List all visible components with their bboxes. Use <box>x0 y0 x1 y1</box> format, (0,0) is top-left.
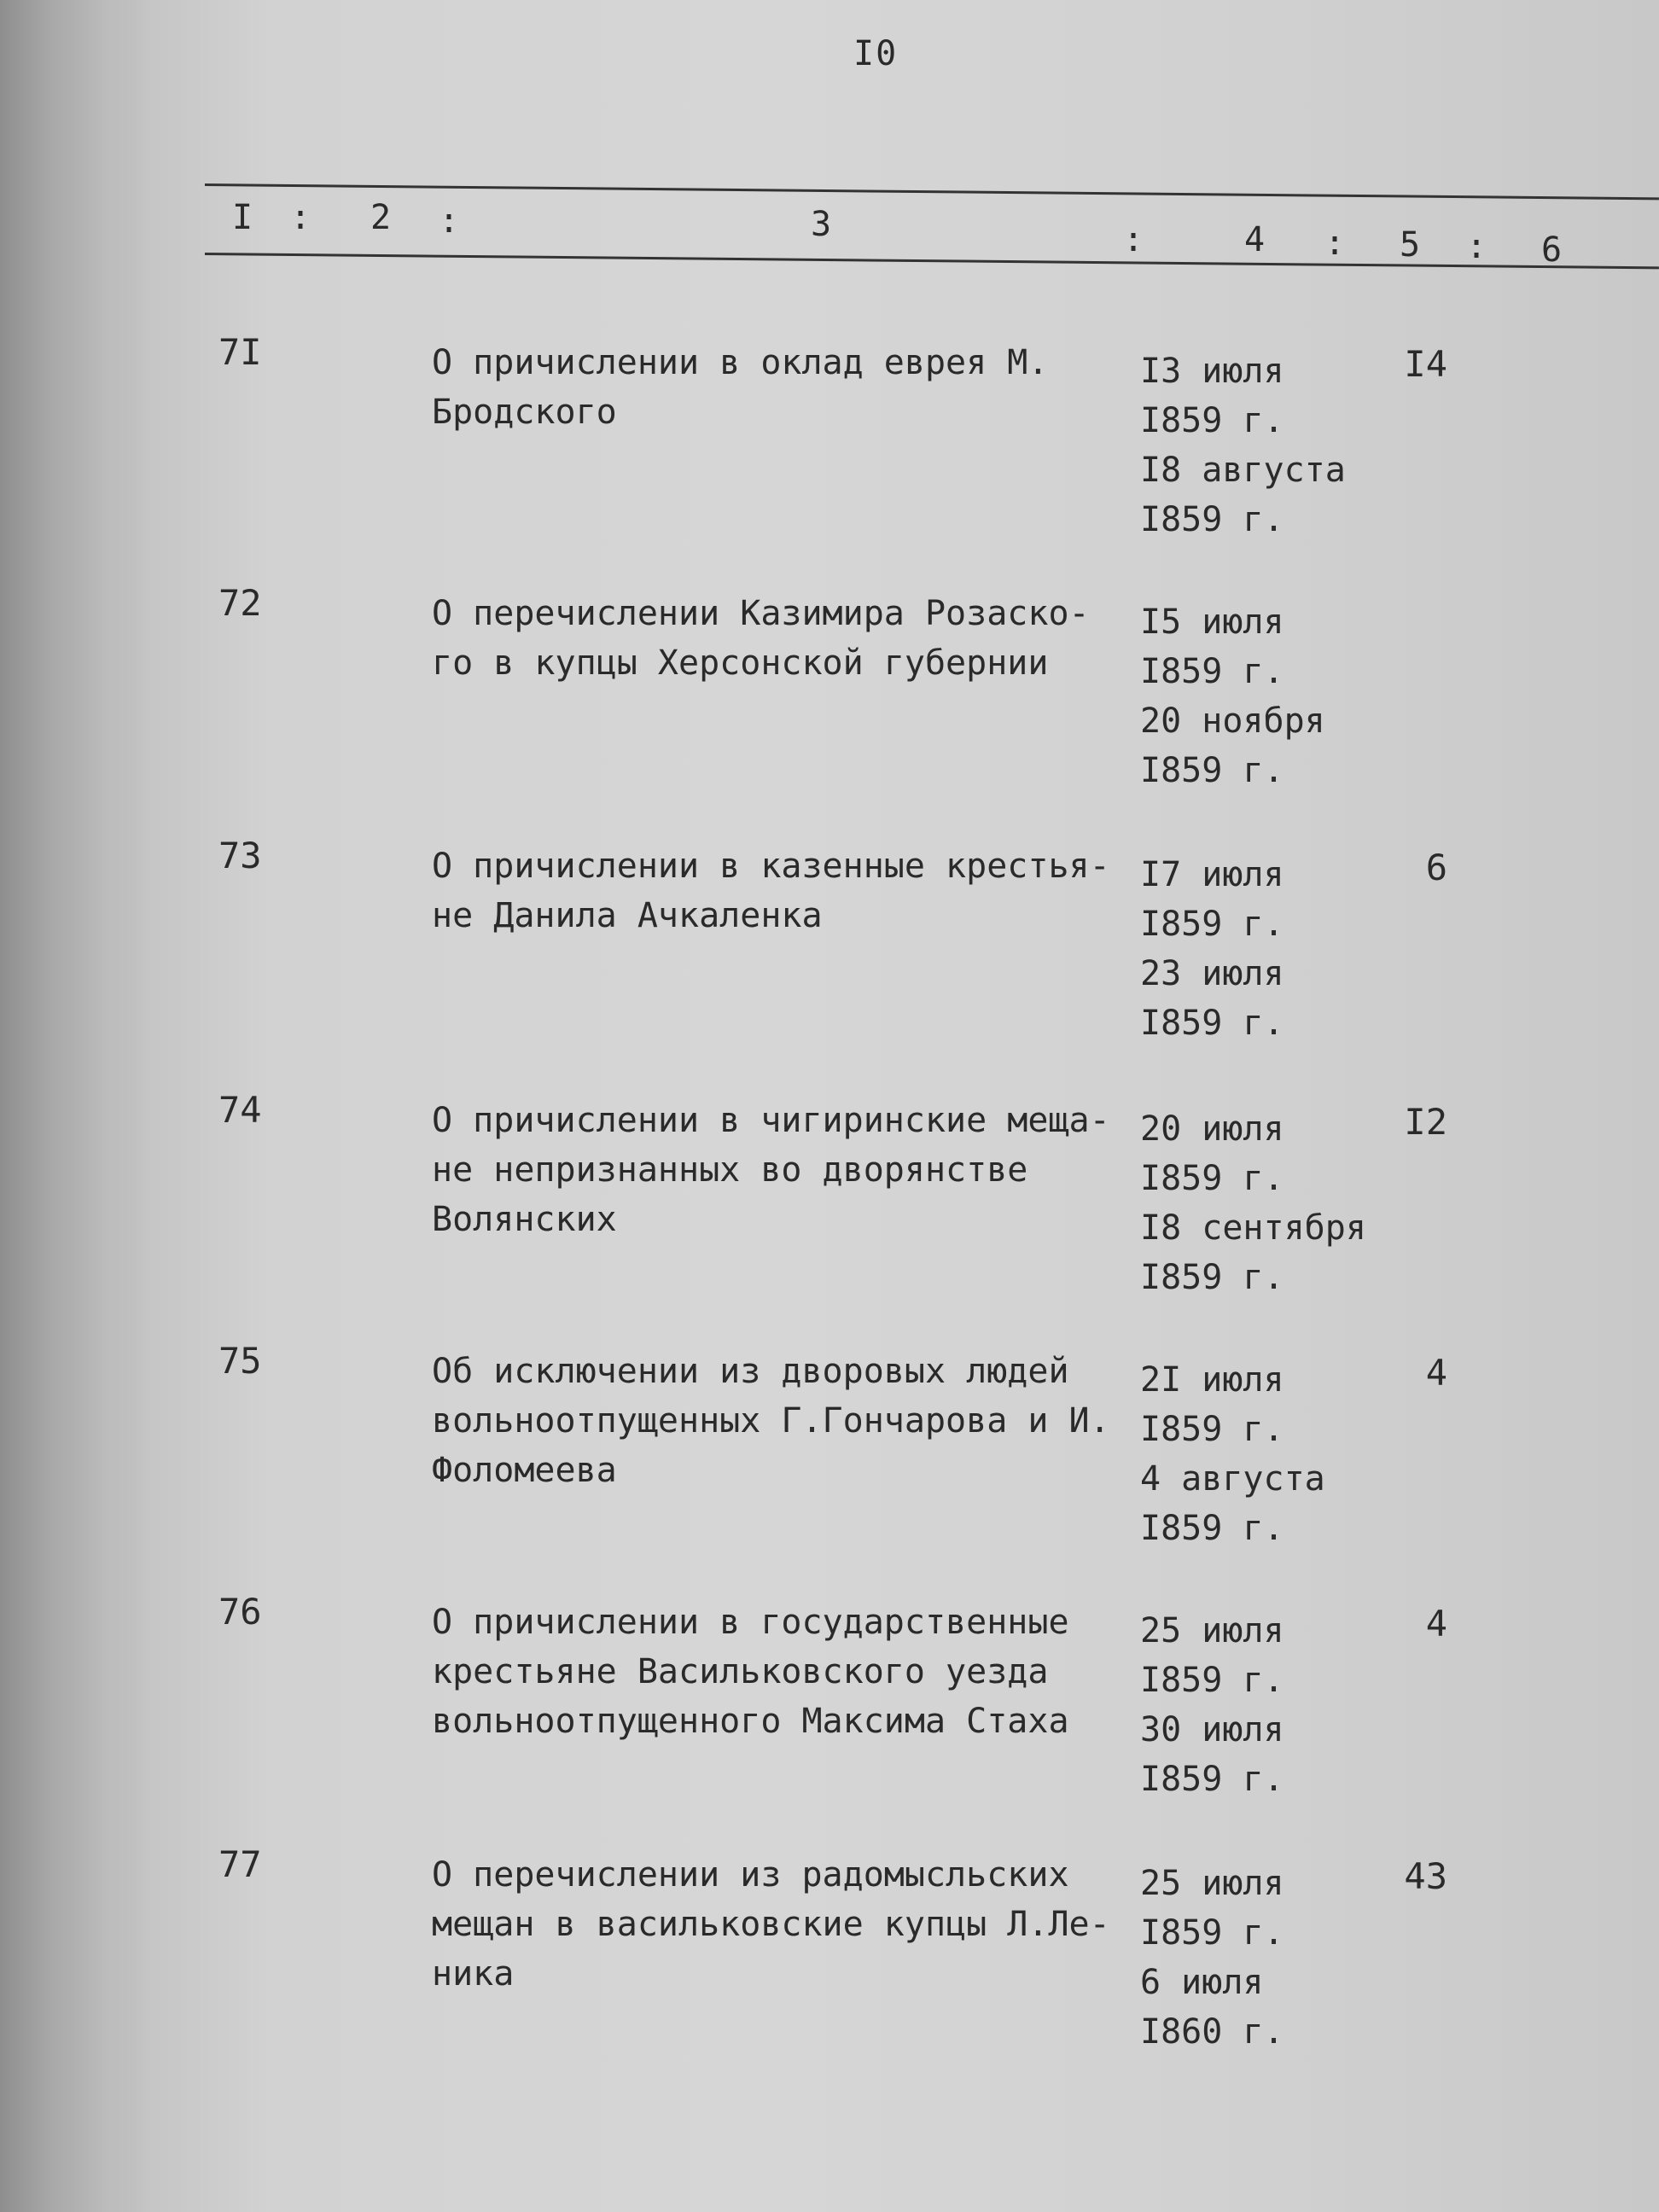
inventory-entry <box>0 1843 1659 2082</box>
header-rule-top <box>205 183 1659 200</box>
column-header-2: 2 <box>370 198 392 237</box>
title-line: Бродского <box>432 393 617 432</box>
date-line: 2I июля <box>1140 1360 1284 1400</box>
entry-number: 77 <box>218 1843 262 1885</box>
date-line: I859 г. <box>1140 1004 1284 1043</box>
entry-number: 73 <box>218 835 262 876</box>
date-line: I859 г. <box>1140 751 1284 790</box>
column-separator: : <box>1123 220 1144 259</box>
date-line: I859 г. <box>1140 1159 1284 1198</box>
entry-number: 72 <box>218 582 262 624</box>
date-line: I8 августа <box>1140 451 1346 490</box>
column-separator: : <box>439 201 460 241</box>
inventory-entry <box>0 1591 1659 1830</box>
entry-title <box>432 841 1132 940</box>
title-line: го в купцы Херсонской губернии <box>432 643 1049 683</box>
entry-title <box>432 338 1132 437</box>
date-line: I859 г. <box>1140 905 1284 944</box>
inventory-entry <box>0 1340 1659 1579</box>
column-header-6: 6 <box>1541 230 1563 270</box>
inventory-entry <box>0 1089 1659 1328</box>
entry-sheets: 4 <box>1425 1603 1447 1644</box>
date-line: 20 июля <box>1140 1109 1284 1149</box>
entry-sheets: 6 <box>1425 847 1447 888</box>
entry-dates <box>1140 597 1325 795</box>
date-line: 30 июля <box>1140 1710 1284 1749</box>
title-line: О причислении в оклад еврея М. <box>432 343 1049 382</box>
date-line: 23 июля <box>1140 954 1284 993</box>
title-line: О перечислении из радомысльских <box>432 1855 1069 1895</box>
title-line: О причислении в чигиринские меща- <box>432 1101 1110 1140</box>
entry-title <box>432 1347 1132 1495</box>
column-header-4: 4 <box>1244 220 1266 259</box>
inventory-entry <box>0 331 1659 570</box>
title-line: не непризнанных во дворянстве <box>432 1150 1028 1190</box>
entry-dates <box>1140 1355 1325 1553</box>
entry-number: 75 <box>218 1340 262 1382</box>
date-line: I859 г. <box>1140 1410 1284 1449</box>
entry-number: 7I <box>218 331 262 373</box>
title-line: Фоломеева <box>432 1451 617 1490</box>
entry-dates <box>1140 850 1284 1048</box>
column-separator: : <box>290 198 311 237</box>
date-line: 4 августа <box>1140 1459 1325 1499</box>
entry-sheets: 4 <box>1425 1352 1447 1394</box>
date-line: 25 июля <box>1140 1611 1284 1650</box>
entry-dates <box>1140 1606 1284 1804</box>
title-line: ника <box>432 1954 515 1994</box>
title-line: не Данила Ачкаленка <box>432 896 823 935</box>
date-line: I859 г. <box>1140 1661 1284 1700</box>
column-separator: : <box>1466 227 1487 266</box>
date-line: I3 июля <box>1140 352 1284 391</box>
entry-number: 76 <box>218 1591 262 1633</box>
title-line: Волянских <box>432 1200 617 1239</box>
inventory-entry <box>0 582 1659 821</box>
date-line: I859 г. <box>1140 500 1284 539</box>
page-number: I0 <box>853 34 899 73</box>
date-line: 25 июля <box>1140 1864 1284 1903</box>
date-line: 20 ноября <box>1140 701 1325 741</box>
title-line: вольноотпущенных Г.Гончарова и И. <box>432 1401 1110 1441</box>
date-line: I7 июля <box>1140 855 1284 894</box>
date-line: I859 г. <box>1140 1258 1284 1297</box>
entry-dates <box>1140 1104 1366 1302</box>
entry-title <box>432 1850 1132 1999</box>
column-separator: : <box>1324 224 1346 263</box>
title-line: Об исключении из дворовых людей <box>432 1352 1069 1391</box>
column-header-5: 5 <box>1400 225 1421 265</box>
entry-sheets: 43 <box>1404 1855 1447 1897</box>
entry-sheets: I4 <box>1404 343 1447 385</box>
title-line: О причислении в государственные <box>432 1603 1069 1642</box>
date-line: I859 г. <box>1140 1913 1284 1953</box>
entry-title <box>432 589 1132 688</box>
column-header-3: 3 <box>811 205 832 244</box>
date-line: I860 г. <box>1140 2012 1284 2052</box>
header-rule-bottom <box>205 253 1659 269</box>
date-line: I859 г. <box>1140 401 1284 440</box>
entry-dates <box>1140 346 1346 544</box>
title-line: крестьяне Васильковского уезда <box>432 1652 1049 1691</box>
date-line: I859 г. <box>1140 1509 1284 1548</box>
entry-dates <box>1140 1859 1284 2057</box>
title-line: вольноотпущенного Максима Стаха <box>432 1702 1069 1741</box>
inventory-entry <box>0 835 1659 1074</box>
date-line: I859 г. <box>1140 652 1284 691</box>
date-line: I8 сентября <box>1140 1208 1366 1248</box>
entry-number: 74 <box>218 1089 262 1131</box>
title-line: мещан в васильковские купцы Л.Ле- <box>432 1905 1110 1944</box>
date-line: I859 г. <box>1140 1760 1284 1799</box>
entry-title <box>432 1096 1132 1244</box>
date-line: 6 июля <box>1140 1963 1264 2002</box>
title-line: О перечислении Казимира Розаско- <box>432 594 1090 633</box>
entry-sheets: I2 <box>1404 1101 1447 1143</box>
entry-title <box>432 1598 1132 1746</box>
title-line: О причислении в казенные крестья- <box>432 847 1110 886</box>
date-line: I5 июля <box>1140 602 1284 642</box>
column-header-1: I <box>232 198 253 237</box>
